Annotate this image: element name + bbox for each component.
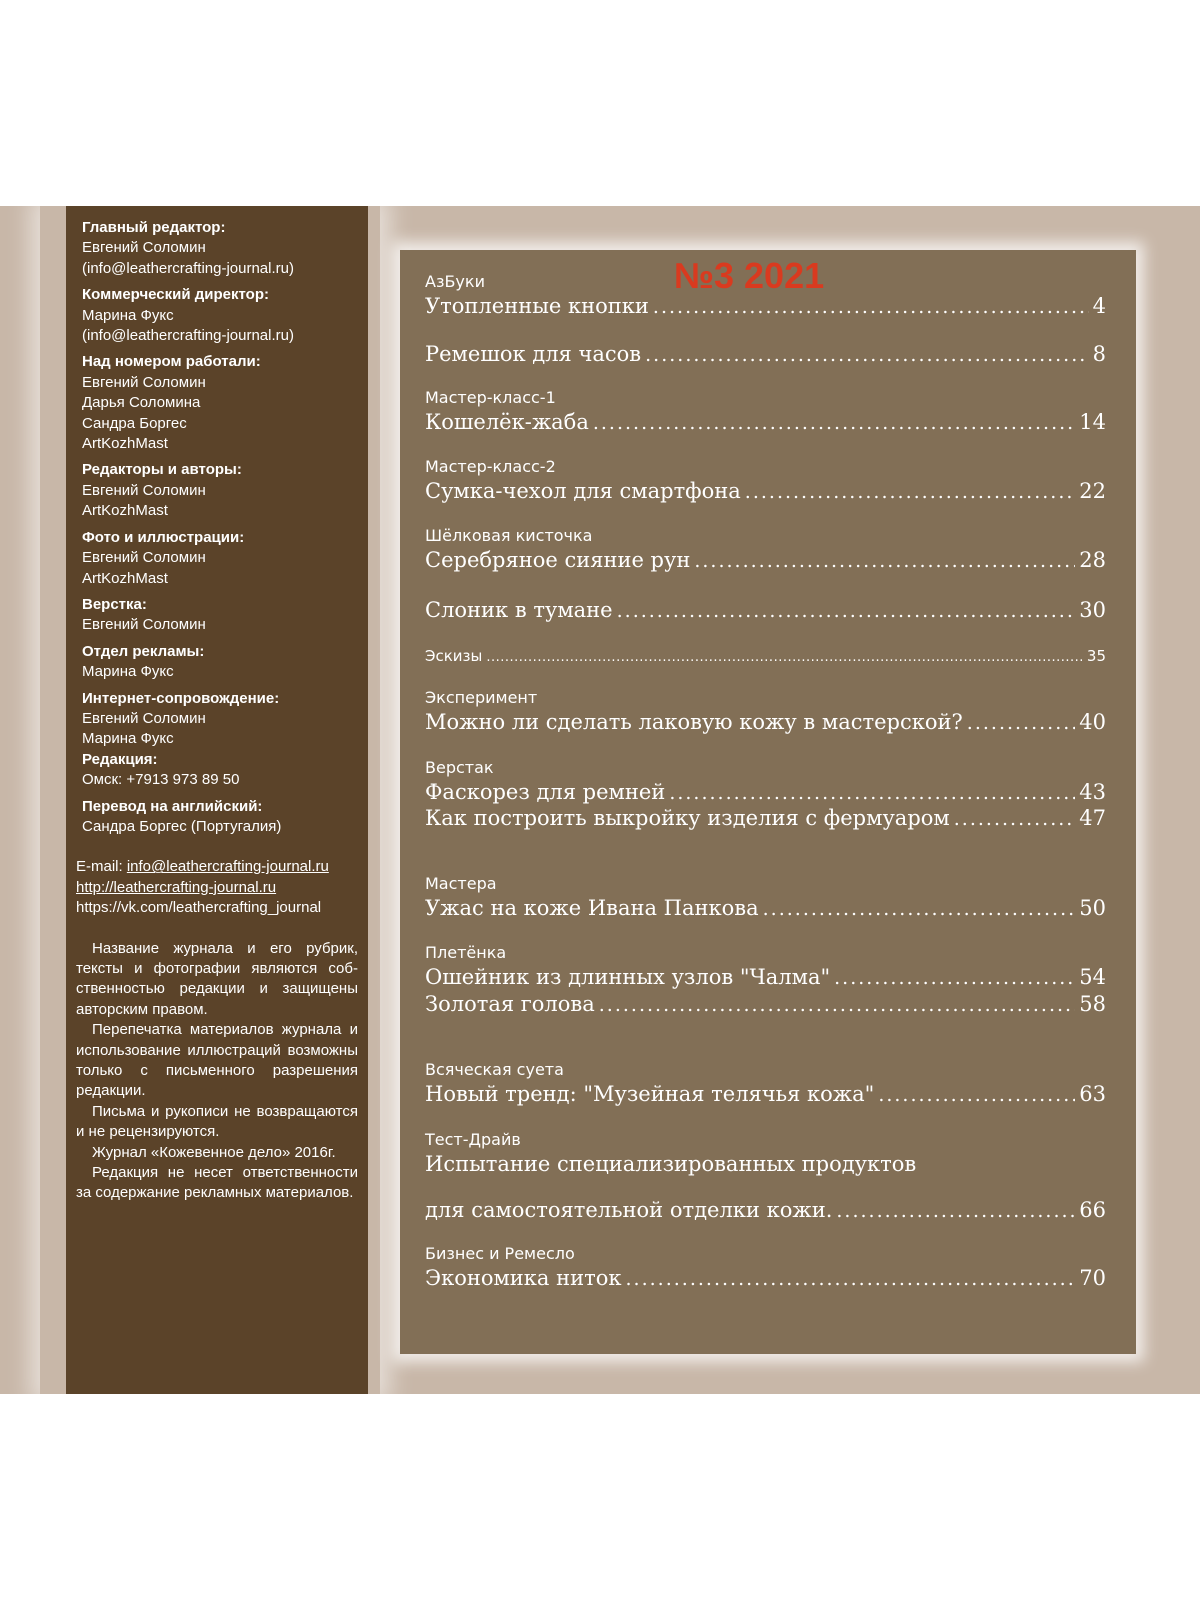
staff-name: Евгений Соломин	[82, 373, 206, 391]
toc-item[interactable]	[425, 340, 1106, 369]
article-title: Испытание специализированных продуктов	[425, 1152, 917, 1176]
legal-note: Перепечатка материалов журнала и использование иллюстраций возможны только с письменного разрешения редакции.	[76, 1021, 358, 1100]
article-title: Сумка-чехол для смартфона	[425, 479, 741, 503]
dot-leader	[486, 648, 1083, 668]
staff-role: Отдел рекламы:	[82, 642, 205, 660]
page-number: 14	[1079, 410, 1106, 434]
toc-entry	[425, 894, 1106, 923]
staff-role: Перевод на английский:	[82, 797, 263, 815]
toc-entry	[425, 477, 1106, 506]
toc-entry	[425, 804, 1106, 833]
toc-item[interactable]	[425, 646, 1106, 668]
staff-role: Над номером работали:	[82, 353, 261, 371]
section-label: Плетёнка	[425, 943, 507, 962]
dot-leader	[834, 964, 1075, 992]
article-title: Золотая голова	[425, 992, 595, 1016]
staff-list	[82, 218, 368, 837]
staff-name: Марина Фукс	[82, 306, 174, 324]
dot-leader	[653, 293, 1089, 321]
staff-block	[82, 352, 368, 454]
article-title: Серебряное сияние рун	[425, 548, 691, 572]
dot-leader	[645, 341, 1089, 369]
legal-notes	[76, 939, 358, 1204]
article-title: Как построить выкройку изделия с фермуаром	[425, 806, 950, 830]
staff-name: (info@leathercrafting-journal.ru)	[82, 327, 294, 345]
legal-note: Журнал «Кожевенное дело» 2016г.	[92, 1143, 336, 1161]
toc-item[interactable]	[425, 804, 1106, 833]
dot-leader	[617, 597, 1076, 625]
toc-entry	[425, 1080, 1106, 1109]
staff-name: Евгений Соломин	[82, 616, 206, 634]
page-number: 54	[1079, 965, 1106, 989]
staff-name: Сандра Боргес	[82, 414, 187, 432]
site-link[interactable]: http://leathercrafting-journal.ru	[76, 878, 277, 896]
dot-leader	[599, 991, 1076, 1019]
dot-leader	[593, 409, 1075, 437]
dot-leader	[763, 895, 1076, 923]
staff-name: Евгений Соломин	[82, 549, 206, 567]
staff-block	[82, 595, 368, 636]
staff-block	[82, 528, 368, 589]
section-label: Всяческая суета	[425, 1060, 564, 1079]
toc-entry	[425, 708, 1106, 737]
page-number: 35	[1086, 647, 1106, 665]
staff-name: Омск: +7913 973 89 50	[82, 771, 240, 789]
dot-leader	[967, 709, 1075, 737]
dot-leader	[626, 1265, 1076, 1293]
toc-item[interactable]	[425, 1244, 1106, 1293]
staff-name: ArtKozhMast	[82, 435, 168, 453]
section-label: Шёлковая кисточка	[425, 526, 593, 545]
page-number: 47	[1079, 806, 1106, 830]
toc-entry	[425, 408, 1106, 437]
dot-leader	[836, 1197, 1075, 1225]
section-label: Мастер-класс-2	[425, 457, 556, 476]
article-title: Слоник в тумане	[425, 598, 613, 622]
staff-name: Евгений Соломин	[82, 709, 206, 727]
article-title: Новый тренд: "Музейная телячья кожа"	[425, 1082, 875, 1106]
section-label: АзБуки	[425, 272, 485, 291]
dot-leader	[694, 547, 1075, 575]
email-line	[76, 857, 368, 877]
staff-role: Интернет-сопровождение:	[82, 689, 280, 707]
staff-name: Евгений Соломин	[82, 481, 206, 499]
staff-role: Верстка:	[82, 595, 147, 613]
staff-role: Фото и иллюстрации:	[82, 528, 245, 546]
staff-block	[82, 218, 368, 279]
email-prefix: E-mail:	[76, 858, 127, 876]
staff-block	[82, 750, 368, 791]
toc-item[interactable]	[425, 990, 1106, 1019]
toc-item[interactable]	[425, 1130, 1106, 1225]
article-title: Утопленные кнопки	[425, 294, 649, 318]
section-label: Тест-Драйв	[425, 1130, 521, 1149]
staff-role: Редакторы и авторы:	[82, 461, 242, 479]
toc-entry	[425, 1264, 1106, 1293]
section-label: Мастер-класс-1	[425, 388, 556, 407]
staff-block	[82, 689, 368, 750]
issue-badge: №3 2021	[673, 255, 825, 296]
masthead-sidebar	[66, 206, 368, 1394]
toc-entry	[425, 990, 1106, 1019]
staff-name: Сандра Боргес (Португалия)	[82, 817, 282, 835]
toc-entry	[425, 340, 1106, 369]
toc-entry	[425, 596, 1106, 625]
staff-block	[82, 642, 368, 683]
section-label: Бизнес и Ремесло	[425, 1244, 575, 1263]
staff-name: Марина Фукс	[82, 663, 174, 681]
article-title: Эскизы	[425, 647, 483, 665]
article-title: Фаскорез для ремней	[425, 780, 666, 804]
toc-entry	[425, 778, 1106, 807]
toc-item[interactable]	[425, 1060, 1106, 1109]
toc-item[interactable]	[425, 526, 1106, 575]
toc-item[interactable]	[425, 272, 1106, 321]
legal-note: Письма и рукописи не возвращаются и не рецензируются.	[76, 1102, 358, 1141]
staff-role: Коммерческий директор:	[82, 286, 269, 304]
toc-item[interactable]	[425, 388, 1106, 437]
staff-block	[82, 285, 368, 346]
toc-entry	[425, 546, 1106, 575]
legal-note: Название журнала и его рубрик, тексты и фотографии являются собственностью редакции и защищены авторским правом.	[76, 939, 358, 1018]
toc-item[interactable]	[425, 596, 1106, 625]
article-title: Можно ли сделать лаковую кожу в мастерской?	[425, 710, 963, 734]
section-label: Верстак	[425, 758, 494, 777]
page-number: 43	[1079, 780, 1106, 804]
dot-leader	[669, 779, 1075, 807]
email-link[interactable]: info@leathercrafting-journal.ru	[126, 858, 329, 876]
page-number: 50	[1079, 896, 1106, 920]
page-number: 40	[1079, 710, 1106, 734]
section-label: Мастера	[425, 874, 497, 893]
toc-entry	[425, 1196, 1106, 1225]
toc-item[interactable]	[425, 758, 1106, 807]
staff-name: Дарья Соломина	[82, 394, 201, 412]
toc-item[interactable]	[425, 943, 1106, 992]
staff-role: Редакция:	[82, 750, 158, 768]
toc-item[interactable]	[425, 874, 1106, 923]
page-number: 28	[1079, 548, 1106, 572]
dot-leader	[878, 1081, 1075, 1109]
page-number: 63	[1079, 1082, 1106, 1106]
staff-name: ArtKozhMast	[82, 502, 168, 520]
page-number: 58	[1079, 992, 1106, 1016]
vk-link[interactable]: https://vk.com/leathercrafting_journal	[76, 899, 322, 917]
toc-item[interactable]	[425, 688, 1106, 737]
staff-block	[82, 797, 368, 838]
article-title: Ремешок для часов	[425, 342, 642, 366]
page-number: 22	[1079, 479, 1106, 503]
toc-entry	[425, 646, 1106, 668]
article-title: Экономика ниток	[425, 1266, 622, 1290]
staff-name: Марина Фукс	[82, 730, 174, 748]
article-title: для самостоятельной отделки кожи.	[425, 1198, 833, 1222]
staff-name: Евгений Соломин	[82, 239, 206, 257]
page-number: 8	[1092, 342, 1106, 366]
contacts	[76, 857, 368, 918]
staff-block	[82, 460, 368, 521]
toc-entry	[425, 963, 1106, 992]
toc-entry	[425, 292, 1106, 321]
article-title: Ужас на коже Ивана Панкова	[425, 896, 759, 920]
table-of-contents	[400, 250, 1136, 1354]
dot-leader	[954, 805, 1076, 833]
article-title: Ошейник из длинных узлов "Чалма"	[425, 965, 831, 989]
dot-leader	[745, 478, 1075, 506]
page-number: 30	[1079, 598, 1106, 622]
staff-role: Главный редактор:	[82, 219, 226, 236]
article-title: Кошелёк-жаба	[425, 410, 589, 434]
staff-name: (info@leathercrafting-journal.ru)	[82, 259, 294, 277]
staff-name: ArtKozhMast	[82, 569, 168, 587]
section-label: Эксперимент	[425, 688, 538, 707]
toc-item[interactable]	[425, 457, 1106, 506]
page-number: 4	[1092, 294, 1106, 318]
page-number: 66	[1079, 1198, 1106, 1222]
page-number: 70	[1079, 1266, 1106, 1290]
legal-note: Редакция не несет ответственности за содержание рекламных материалов.	[76, 1164, 358, 1202]
